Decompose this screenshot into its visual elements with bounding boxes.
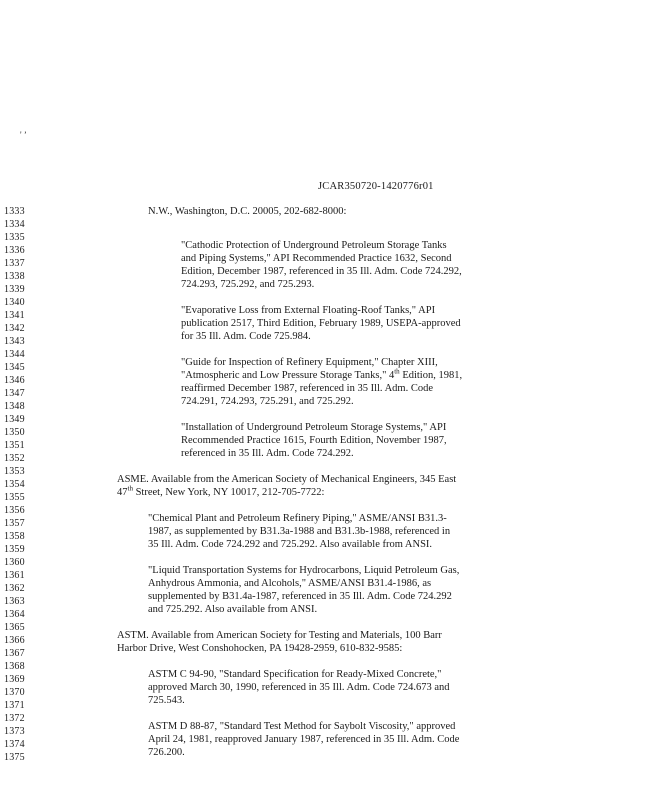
text-line: "Chemical Plant and Petroleum Refinery Piping," ASME/ANSI B31.3- xyxy=(148,513,447,524)
line-number: 1374 xyxy=(4,739,25,750)
line-number: 1340 xyxy=(4,297,25,308)
line-number: 1343 xyxy=(4,336,25,347)
text-line: ASTM D 88-87, "Standard Test Method for Saybolt Viscosity," approved xyxy=(148,721,456,732)
line-number: 1359 xyxy=(4,544,25,555)
line-number: 1370 xyxy=(4,687,25,698)
line-number: 1354 xyxy=(4,479,25,490)
text-line: N.W., Washington, D.C. 20005, 202-682-8000: xyxy=(148,206,347,217)
text-line: Harbor Drive, West Conshohocken, PA 19428-2959, 610-832-9585: xyxy=(117,643,403,654)
text-segment: 47 xyxy=(117,487,128,498)
text-line: Anhydrous Ammonia, and Alcohols," ASME/ANSI B31.4-1986, as xyxy=(148,578,432,589)
text-line: "Evaporative Loss from External Floating-Roof Tanks," API xyxy=(181,305,436,316)
document-id: JCAR350720-1420776r01 xyxy=(318,181,434,192)
line-number: 1361 xyxy=(4,570,25,581)
text-line: Recommended Practice 1615, Fourth Edition, November 1987, xyxy=(181,435,447,446)
text-line: "Cathodic Protection of Underground Petroleum Storage Tanks xyxy=(181,240,447,251)
text-line: supplemented by B31.4a-1987, referenced in 35 Ill. Adm. Code 724.292 xyxy=(148,591,452,602)
line-number: 1368 xyxy=(4,661,25,672)
text-line: and 725.292. Also available from ANSI. xyxy=(148,604,318,615)
line-number: 1346 xyxy=(4,375,25,386)
line-number: 1344 xyxy=(4,349,25,360)
line-number: 1363 xyxy=(4,596,25,607)
line-number: 1333 xyxy=(4,206,25,217)
line-number: 1356 xyxy=(4,505,25,516)
text-line xyxy=(181,369,462,382)
text-segment: Street, New York, NY 10017, 212-705-7722: xyxy=(132,487,325,498)
text-line: publication 2517, Third Edition, February 1989, USEPA-approved xyxy=(181,318,461,329)
text-line: 35 Ill. Adm. Code 724.292 and 725.292. Also available from ANSI. xyxy=(148,539,433,550)
text-line: "Liquid Transportation Systems for Hydrocarbons, Liquid Petroleum Gas, xyxy=(148,565,460,576)
text-line: and Piping Systems," API Recommended Practice 1632, Second xyxy=(181,253,452,264)
line-number: 1351 xyxy=(4,440,25,451)
line-number: 1350 xyxy=(4,427,25,438)
superscript: th xyxy=(127,484,133,493)
line-number: 1345 xyxy=(4,362,25,373)
line-number: 1357 xyxy=(4,518,25,529)
line-number: 1337 xyxy=(4,258,25,269)
text-line: Edition, December 1987, referenced in 35 Ill. Adm. Code 724.292, xyxy=(181,266,462,277)
text-line: 724.293, 725.292, and 725.293. xyxy=(181,279,315,290)
text-line: "Installation of Underground Petroleum Storage Systems," API xyxy=(181,422,447,433)
text-segment: Edition, 1981, xyxy=(399,370,463,381)
line-number: 1362 xyxy=(4,583,25,594)
superscript: th xyxy=(394,367,400,376)
text-line: 724.291, 724.293, 725.291, and 725.292. xyxy=(181,396,354,407)
line-number: 1339 xyxy=(4,284,25,295)
line-number: 1365 xyxy=(4,622,25,633)
text-line: ASTM C 94-90, "Standard Specification for Ready-Mixed Concrete," xyxy=(148,669,442,680)
text-line: 726.200. xyxy=(148,747,185,758)
text-line: "Guide for Inspection of Refinery Equipment," Chapter XIII, xyxy=(181,357,438,368)
line-number: 1338 xyxy=(4,271,25,282)
text-segment: "Atmospheric and Low Pressure Storage Tanks," 4 xyxy=(181,370,395,381)
line-number: 1335 xyxy=(4,232,25,243)
text-line: 725.543. xyxy=(148,695,185,706)
text-line: April 24, 1981, reapproved January 1987, referenced in 35 Ill. Adm. Code xyxy=(148,734,460,745)
text-line: approved March 30, 1990, referenced in 35 Ill. Adm. Code 724.673 and xyxy=(148,682,450,693)
line-number: 1341 xyxy=(4,310,25,321)
line-number: 1355 xyxy=(4,492,25,503)
line-number: 1347 xyxy=(4,388,25,399)
text-line xyxy=(117,486,324,499)
line-number: 1353 xyxy=(4,466,25,477)
line-number: 1358 xyxy=(4,531,25,542)
line-number: 1334 xyxy=(4,219,25,230)
line-number: 1367 xyxy=(4,648,25,659)
line-number: 1342 xyxy=(4,323,25,334)
line-number: 1373 xyxy=(4,726,25,737)
text-line: 1987, as supplemented by B31.3a-1988 and B31.3b-1988, referenced in xyxy=(148,526,451,537)
text-line: for 35 Ill. Adm. Code 725.984. xyxy=(181,331,311,342)
line-number: 1336 xyxy=(4,245,25,256)
line-number: 1371 xyxy=(4,700,25,711)
line-number: 1348 xyxy=(4,401,25,412)
text-line: ASME. Available from the American Society of Mechanical Engineers, 345 East xyxy=(117,474,457,485)
line-number: 1366 xyxy=(4,635,25,646)
line-number: 1364 xyxy=(4,609,25,620)
corner-mark: ' ’ xyxy=(20,130,27,140)
text-line: referenced in 35 Ill. Adm. Code 724.292. xyxy=(181,448,354,459)
line-number: 1369 xyxy=(4,674,25,685)
line-number: 1372 xyxy=(4,713,25,724)
text-line: ASTM. Available from American Society for Testing and Materials, 100 Barr xyxy=(117,630,442,641)
line-number: 1349 xyxy=(4,414,25,425)
line-number: 1375 xyxy=(4,752,25,763)
line-number: 1352 xyxy=(4,453,25,464)
text-line: reaffirmed December 1987, referenced in 35 Ill. Adm. Code xyxy=(181,383,433,394)
line-number: 1360 xyxy=(4,557,25,568)
